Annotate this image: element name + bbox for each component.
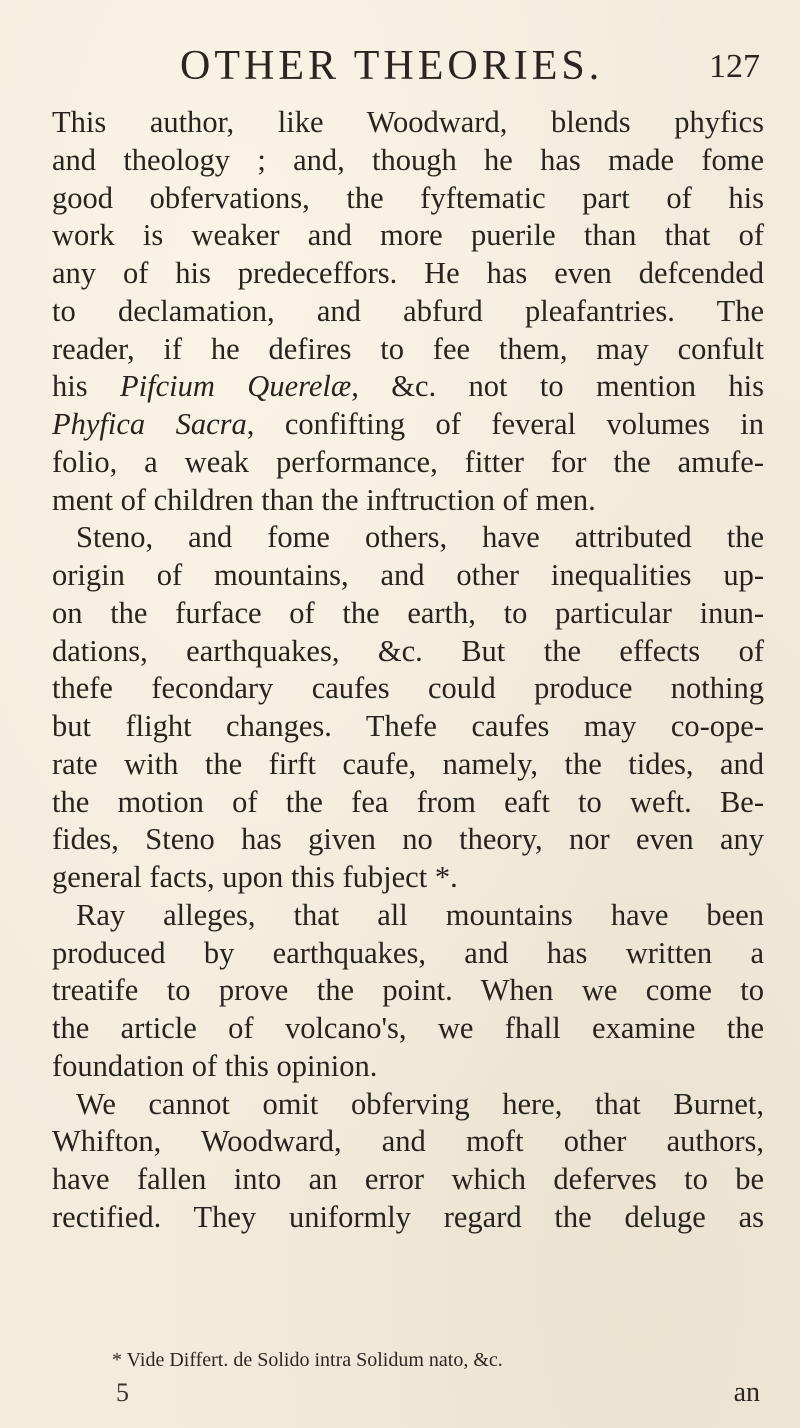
text-line: origin of mountains, and other inequalities up- (52, 558, 764, 592)
running-head (180, 36, 760, 96)
text-line: treatife to prove the point. When we come to (52, 973, 764, 1008)
text-line: produced by earthquakes, and has written a (52, 935, 764, 970)
text-line: his Pifcium Querelæ, &c. not to mention his (52, 369, 765, 404)
italic-title: Phyfica Sacra (52, 407, 247, 441)
text-line: dations, earthquakes, &c. But the effects of (52, 633, 764, 668)
text-line: foundation of this opinion. (52, 1048, 378, 1083)
text-line: good obfervations, the fyftematic part of his (52, 180, 764, 215)
text-line: work is weaker and more puerile than that of (52, 218, 764, 253)
text-line: This author, like Woodward, blends phyfics (52, 105, 764, 139)
text-line: Steno, and fome others, have attributed the (76, 520, 764, 555)
body-text (52, 104, 764, 1237)
text-line: Phyfica Sacra, confifting of feveral volumes in (52, 407, 764, 441)
text-line: the article of volcano's, we fhall examine the (52, 1011, 764, 1045)
text-line: reader, if he defires to fee them, may confult (52, 331, 764, 366)
text-line: have fallen into an error which deferves to be (52, 1162, 764, 1196)
text-line: Ray alleges, that all mountains have been (76, 897, 764, 932)
text-line: but flight changes. Thefe caufes may co-ope- (52, 709, 764, 743)
text-line: thefe fecondary caufes could produce nothing (52, 671, 764, 706)
running-title: OTHER THEORIES. (180, 43, 604, 89)
text-line: rectified. They uniformly regard the deluge as (52, 1199, 764, 1234)
footnote: * Vide Differt. de Solido intra Solidum nato, &c. (112, 1349, 503, 1371)
text-line: to declamation, and abfurd pleafantries. The (52, 293, 764, 328)
text-line: folio, a weak performance, fitter for the amufe- (52, 444, 764, 479)
text-line: any of his predeceffors. He has even defcended (52, 256, 764, 290)
text-line: on the furface of the earth, to particular inun- (52, 595, 764, 630)
signature-mark: 5 (116, 1378, 129, 1407)
text-line: We cannot omit obferving here, that Burnet, (76, 1086, 764, 1121)
text-line: the motion of the fea from eaft to weft. Be- (52, 784, 764, 819)
catchword: an (733, 1377, 760, 1408)
italic-title: Pifcium Querelæ (120, 369, 352, 404)
text-line: ment of children than the inftruction of men. (52, 482, 596, 517)
text-line: rate with the firft caufe, namely, the tides, and (52, 746, 764, 781)
text-line: and theology ; and, though he has made fome (52, 142, 764, 177)
page-number: 127 (709, 48, 760, 85)
text-line: Whifton, Woodward, and moft other authors, (52, 1124, 764, 1159)
text-line: fides, Steno has given no theory, nor even any (52, 822, 764, 857)
text-line: general facts, upon this fubject *. (52, 860, 458, 894)
